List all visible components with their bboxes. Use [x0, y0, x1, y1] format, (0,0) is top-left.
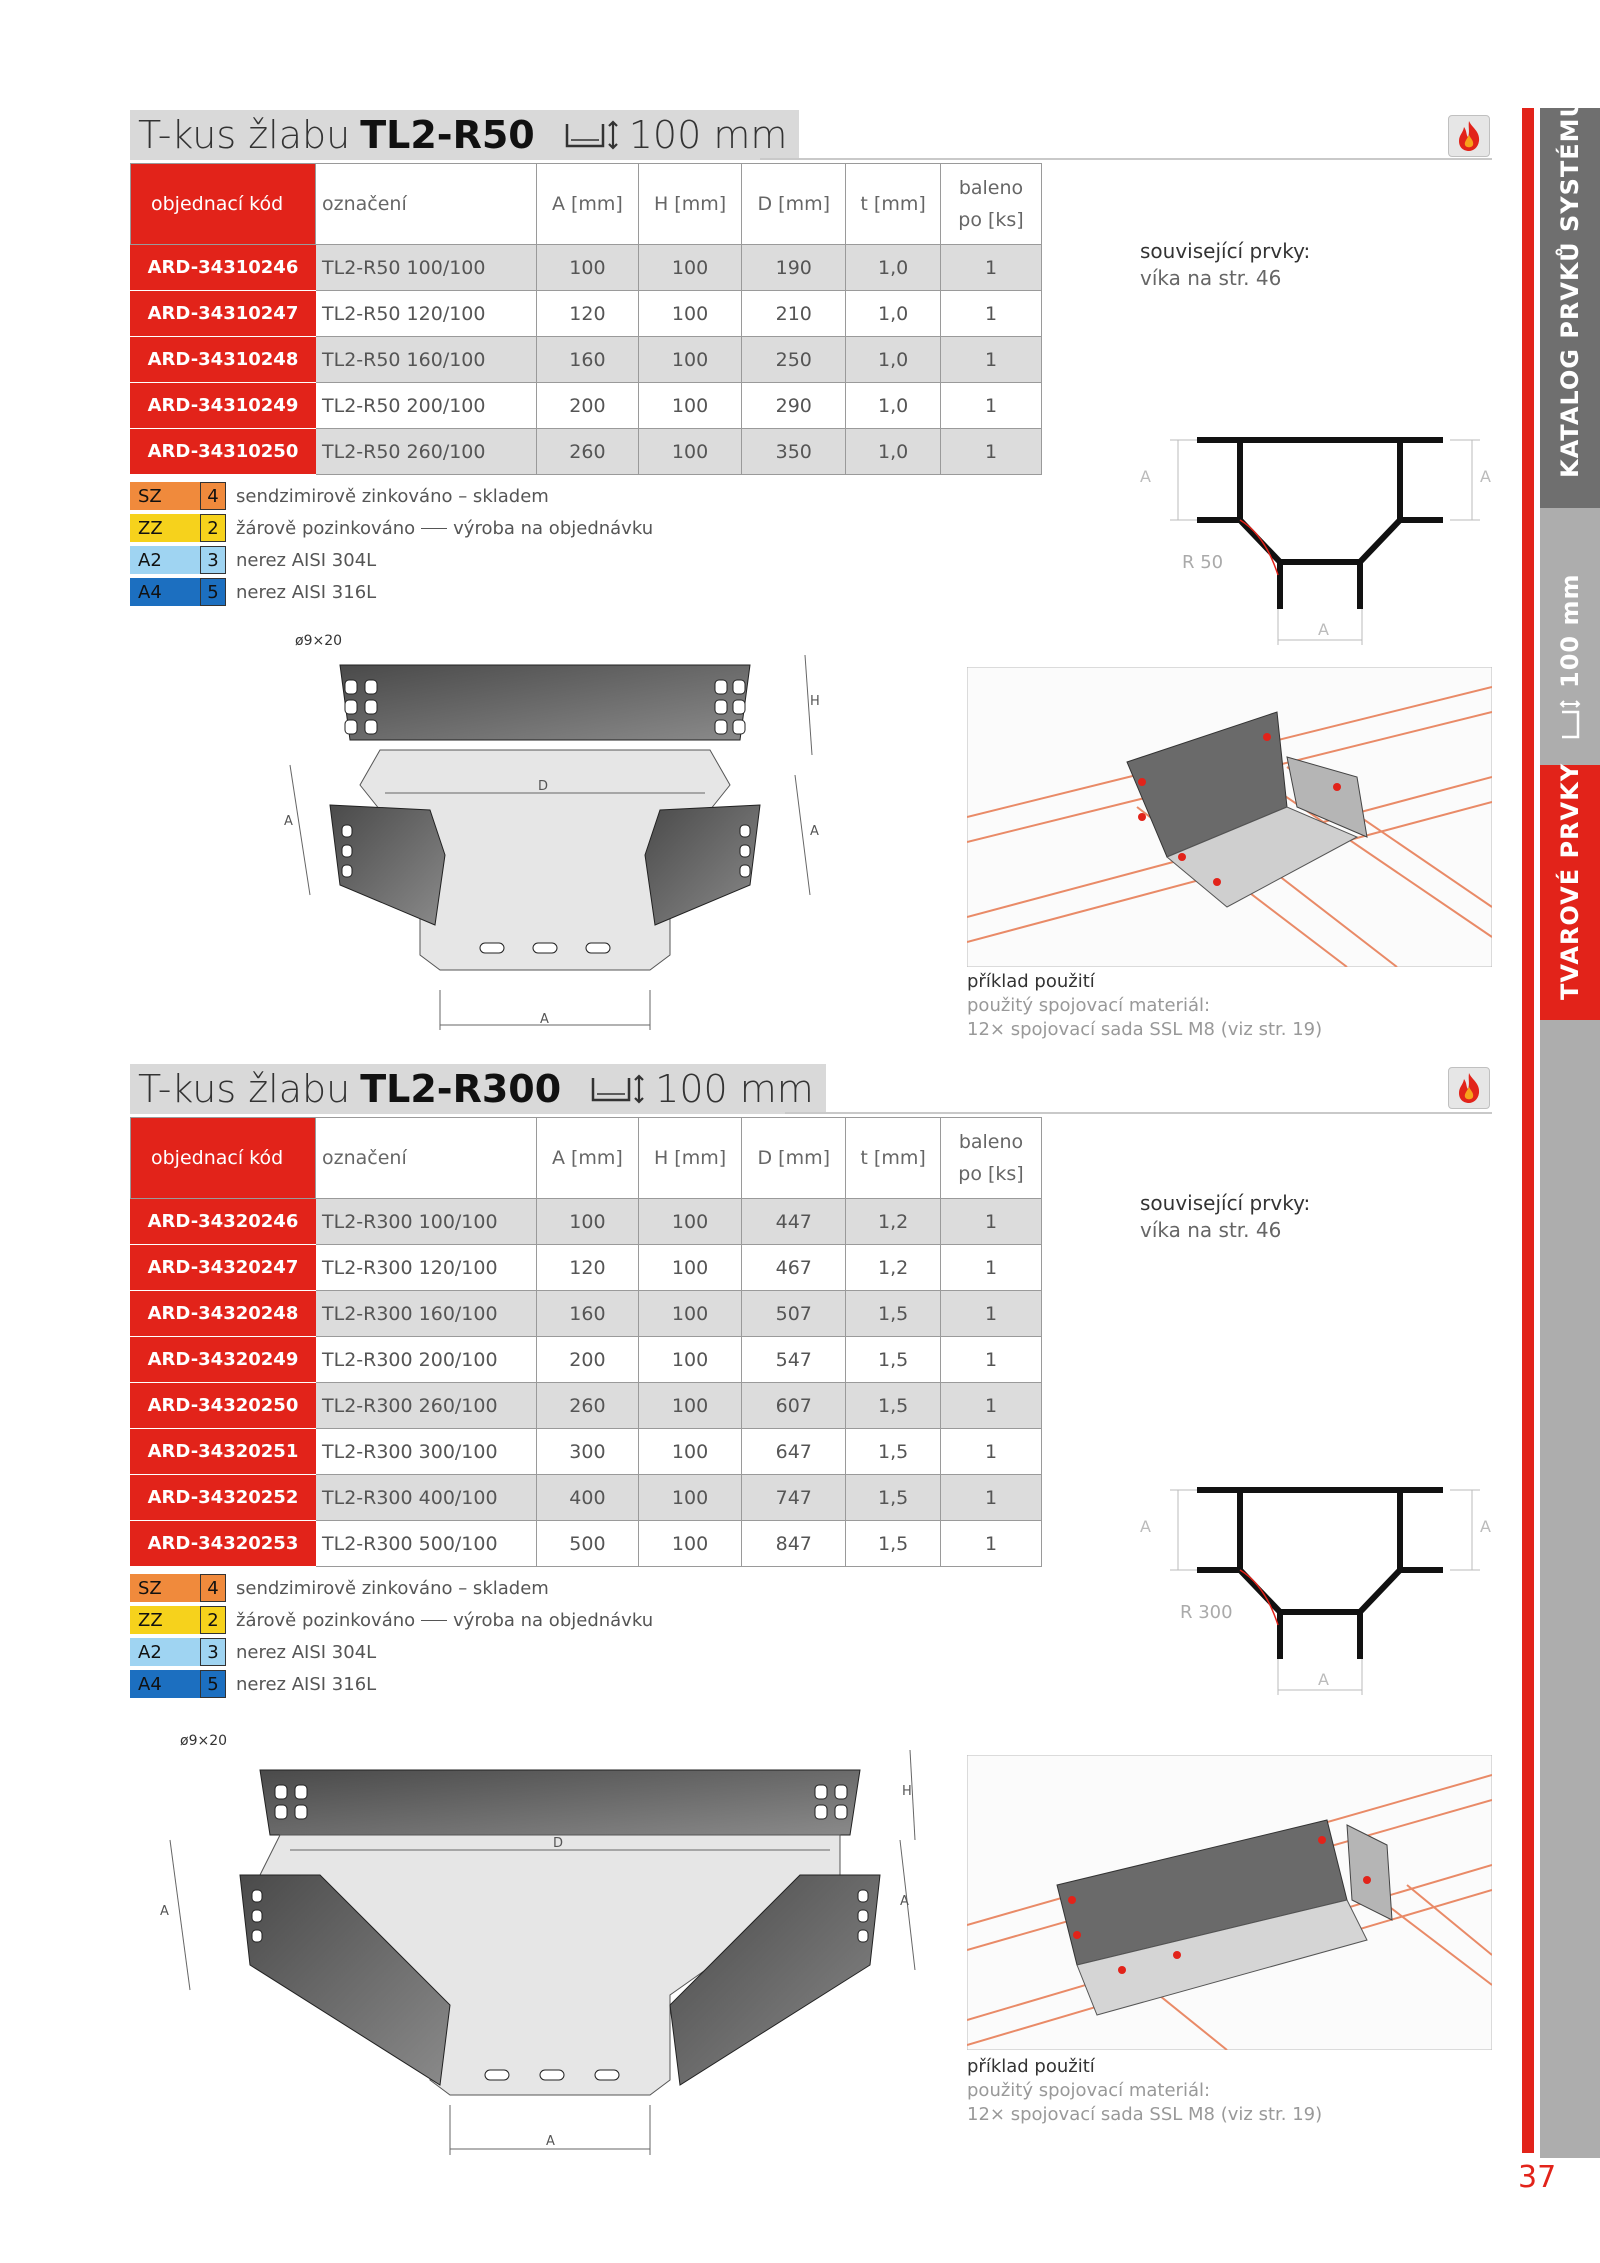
legend-text: nerez AISI 316L [236, 1673, 377, 1695]
cell-pack: 1 [941, 337, 1042, 383]
title-height [589, 1067, 814, 1111]
order-code: ARD-34310249 [131, 383, 316, 429]
legend-code: ZZ [130, 514, 200, 542]
tee-schema [1140, 430, 1500, 650]
dim-a-label: A [160, 1904, 169, 1919]
legend-code: SZ [130, 482, 200, 510]
designation: TL2-R300 200/100 [316, 1337, 537, 1383]
cell-d: 507 [742, 1291, 846, 1337]
cell-h: 100 [638, 291, 741, 337]
cell-pack: 1 [941, 291, 1042, 337]
cell-pack: 1 [941, 1337, 1042, 1383]
sidebar-fittings-label: TVAROVÉ PRVKY [1556, 762, 1584, 1000]
cell-pack: 1 [941, 1475, 1042, 1521]
product-drawing [150, 1725, 930, 2165]
usage-example-image [967, 667, 1492, 967]
title-model: TL2-R300 [360, 1067, 562, 1111]
legend-item [130, 512, 653, 544]
fire-resistance-badge [1448, 1067, 1490, 1109]
dim-a-label: A [900, 1894, 909, 1909]
title-height-text: 100 mm [628, 113, 788, 157]
cell-t: 1,5 [846, 1521, 941, 1567]
cell-t: 1,5 [846, 1475, 941, 1521]
cell-pack: 1 [941, 1291, 1042, 1337]
table-row [131, 337, 1042, 383]
table-row [131, 383, 1042, 429]
legend-item [130, 1604, 653, 1636]
caption-line: použitý spojovací materiál: [967, 2080, 1211, 2101]
order-code: ARD-34320246 [131, 1199, 316, 1245]
order-code: ARD-34320248 [131, 1291, 316, 1337]
legend-num: 4 [200, 482, 226, 510]
caption-title: příklad použití [967, 2056, 1095, 2077]
designation: TL2-R300 160/100 [316, 1291, 537, 1337]
order-code: ARD-34320247 [131, 1245, 316, 1291]
cell-a: 160 [537, 1291, 639, 1337]
title-underline [785, 1112, 1492, 1114]
flame-icon [1454, 1071, 1484, 1105]
fire-resistance-badge [1448, 115, 1490, 157]
cell-a: 260 [537, 429, 639, 475]
cell-h: 100 [638, 245, 741, 291]
dim-a-label: A [1140, 1517, 1151, 1536]
cell-h: 100 [638, 383, 741, 429]
legend-item [130, 480, 653, 512]
designation: TL2-R300 500/100 [316, 1521, 537, 1567]
cell-h: 100 [638, 337, 741, 383]
order-code: ARD-34320253 [131, 1521, 316, 1567]
legend-item [130, 1668, 653, 1700]
header-h: H [mm] [638, 1118, 741, 1199]
table-row [131, 1245, 1042, 1291]
cell-t: 1,5 [846, 1337, 941, 1383]
spec-table [130, 163, 1042, 475]
cell-a: 200 [537, 1337, 639, 1383]
order-code: ARD-34310247 [131, 291, 316, 337]
legend-code: SZ [130, 1574, 200, 1602]
sidebar-height-text: 100 mm [1556, 573, 1584, 688]
order-code: ARD-34310246 [131, 245, 316, 291]
legend-num: 3 [200, 546, 226, 574]
table-row [131, 1521, 1042, 1567]
order-code: ARD-34320249 [131, 1337, 316, 1383]
page-number: 37 [1518, 2160, 1557, 2195]
legend-item [130, 1636, 653, 1668]
cell-a: 400 [537, 1475, 639, 1521]
title-underline [760, 158, 1492, 160]
related-items [1140, 1190, 1310, 1244]
dim-a-label: A [546, 2134, 555, 2149]
cell-pack: 1 [941, 429, 1042, 475]
table-row [131, 1199, 1042, 1245]
designation: TL2-R50 200/100 [316, 383, 537, 429]
cell-t: 1,5 [846, 1429, 941, 1475]
legend-num: 2 [200, 1606, 226, 1634]
table-row [131, 1337, 1042, 1383]
product-drawing [270, 625, 830, 1045]
dim-a-label: A [1480, 1517, 1491, 1536]
hole-label: ø9×20 [295, 633, 343, 649]
table-row [131, 1429, 1042, 1475]
legend-text: žárově pozinkováno [236, 1609, 416, 1631]
cell-d: 747 [742, 1475, 846, 1521]
dim-a-label: A [810, 824, 819, 839]
cell-t: 1,2 [846, 1199, 941, 1245]
header-pack: baleno po [ks] [941, 1118, 1042, 1199]
cell-pack: 1 [941, 1429, 1042, 1475]
legend-code: ZZ [130, 1606, 200, 1634]
cell-a: 160 [537, 337, 639, 383]
legend-code: A4 [130, 1670, 200, 1698]
table-row [131, 1383, 1042, 1429]
cell-h: 100 [638, 1475, 741, 1521]
usage-caption [967, 2055, 1322, 2127]
cell-d: 250 [742, 337, 846, 383]
header-code: objednací kód [131, 164, 316, 245]
cell-h: 100 [638, 429, 741, 475]
usage-example-image [967, 1755, 1492, 2050]
header-name: označení [316, 164, 537, 245]
cell-d: 210 [742, 291, 846, 337]
cell-a: 300 [537, 1429, 639, 1475]
dim-a-label: A [284, 814, 293, 829]
table-row [131, 1475, 1042, 1521]
dim-d-label: D [538, 779, 549, 794]
header-h: H [mm] [638, 164, 741, 245]
cell-h: 100 [638, 1291, 741, 1337]
section-title [130, 110, 799, 160]
legend-text: nerez AISI 316L [236, 581, 377, 603]
cell-h: 100 [638, 1245, 741, 1291]
channel-icon [563, 118, 623, 152]
finish-legend [130, 480, 653, 608]
cell-h: 100 [638, 1337, 741, 1383]
caption-line: použitý spojovací materiál: [967, 995, 1211, 1016]
cell-h: 100 [638, 1521, 741, 1567]
legend-num: 4 [200, 1574, 226, 1602]
hole-label: ø9×20 [180, 1733, 228, 1749]
order-code: ARD-34310248 [131, 337, 316, 383]
legend-text: sendzimirově zinkováno – skladem [236, 1577, 549, 1599]
section-title [130, 1064, 826, 1114]
header-pack: baleno po [ks] [941, 164, 1042, 245]
table-row [131, 1291, 1042, 1337]
legend-num: 2 [200, 514, 226, 542]
legend-text: nerez AISI 304L [236, 549, 377, 571]
designation: TL2-R300 100/100 [316, 1199, 537, 1245]
table-row [131, 291, 1042, 337]
table-row [131, 429, 1042, 475]
cell-pack: 1 [941, 1383, 1042, 1429]
dim-a-label: A [1140, 467, 1151, 486]
cell-pack: 1 [941, 245, 1042, 291]
cell-a: 200 [537, 383, 639, 429]
title-prefix: T-kus žlabu [138, 113, 351, 157]
cell-t: 1,0 [846, 337, 941, 383]
caption-line: 12× spojovací sada SSL M8 (viz str. 19) [967, 1019, 1323, 1040]
cell-h: 100 [638, 1383, 741, 1429]
cell-t: 1,2 [846, 1245, 941, 1291]
designation: TL2-R50 260/100 [316, 429, 537, 475]
cell-a: 120 [537, 291, 639, 337]
radius-label: R 50 [1182, 552, 1224, 573]
related-items [1140, 238, 1310, 292]
cell-a: 100 [537, 245, 639, 291]
legend-item [130, 576, 653, 608]
cell-d: 290 [742, 383, 846, 429]
related-text: víka na str. 46 [1140, 1218, 1282, 1242]
cell-a: 260 [537, 1383, 639, 1429]
title-prefix: T-kus žlabu [138, 1067, 351, 1111]
header-a: A [mm] [537, 164, 639, 245]
order-code: ARD-34320251 [131, 1429, 316, 1475]
sidebar-catalog-label: KATALOG PRVKŮ SYSTÉMU [1556, 96, 1584, 478]
legend-text: sendzimirově zinkováno – skladem [236, 485, 549, 507]
legend-num: 3 [200, 1638, 226, 1666]
related-title: související prvky: [1140, 239, 1311, 263]
dim-h-label: H [810, 694, 820, 709]
header-t: t [mm] [846, 164, 941, 245]
cell-a: 120 [537, 1245, 639, 1291]
cell-t: 1,0 [846, 245, 941, 291]
cell-a: 100 [537, 1199, 639, 1245]
designation: TL2-R300 300/100 [316, 1429, 537, 1475]
title-model: TL2-R50 [360, 113, 535, 157]
dim-a-label: A [1318, 620, 1329, 639]
caption-title: příklad použití [967, 971, 1095, 992]
sidebar-height-label [1556, 574, 1584, 740]
radius-label: R 300 [1180, 1602, 1233, 1623]
cell-h: 100 [638, 1199, 741, 1245]
dim-a-label: A [540, 1012, 549, 1027]
header-d: D [mm] [742, 164, 846, 245]
header-t: t [mm] [846, 1118, 941, 1199]
related-text: víka na str. 46 [1140, 266, 1282, 290]
cell-t: 1,0 [846, 291, 941, 337]
order-code: ARD-34320252 [131, 1475, 316, 1521]
cell-pack: 1 [941, 1245, 1042, 1291]
dim-a-label: A [1480, 467, 1491, 486]
header-a: A [mm] [537, 1118, 639, 1199]
designation: TL2-R300 120/100 [316, 1245, 537, 1291]
table-row [131, 245, 1042, 291]
header-code: objednací kód [131, 1118, 316, 1199]
cell-d: 547 [742, 1337, 846, 1383]
legend-code: A2 [130, 1638, 200, 1666]
header-d: D [mm] [742, 1118, 846, 1199]
header-name: označení [316, 1118, 537, 1199]
cell-pack: 1 [941, 383, 1042, 429]
tee-schema [1140, 1480, 1500, 1700]
cell-d: 607 [742, 1383, 846, 1429]
designation: TL2-R50 120/100 [316, 291, 537, 337]
legend-code: A2 [130, 546, 200, 574]
spec-table [130, 1117, 1042, 1567]
caption-line: 12× spojovací sada SSL M8 (viz str. 19) [967, 2104, 1323, 2125]
channel-icon [1558, 696, 1582, 740]
cell-d: 190 [742, 245, 846, 291]
order-code: ARD-34310250 [131, 429, 316, 475]
cell-d: 350 [742, 429, 846, 475]
legend-num: 5 [200, 1670, 226, 1698]
cell-h: 100 [638, 1429, 741, 1475]
designation: TL2-R50 160/100 [316, 337, 537, 383]
designation: TL2-R50 100/100 [316, 245, 537, 291]
usage-caption [967, 970, 1322, 1042]
cell-d: 847 [742, 1521, 846, 1567]
cell-t: 1,0 [846, 429, 941, 475]
title-height-text: 100 mm [655, 1067, 814, 1111]
legend-order-note: výroba na objednávku [453, 1609, 654, 1631]
channel-icon [589, 1072, 649, 1106]
legend-text: žárově pozinkováno [236, 517, 416, 539]
dim-d-label: D [553, 1836, 564, 1851]
designation: TL2-R300 260/100 [316, 1383, 537, 1429]
flame-icon [1454, 119, 1484, 153]
cell-pack: 1 [941, 1199, 1042, 1245]
legend-code: A4 [130, 578, 200, 606]
cell-t: 1,5 [846, 1383, 941, 1429]
cell-pack: 1 [941, 1521, 1042, 1567]
dim-a-label: A [1318, 1670, 1329, 1689]
cell-d: 447 [742, 1199, 846, 1245]
legend-order-note: výroba na objednávku [453, 517, 654, 539]
cell-a: 500 [537, 1521, 639, 1567]
order-code: ARD-34320250 [131, 1383, 316, 1429]
cell-t: 1,0 [846, 383, 941, 429]
title-height [563, 113, 788, 157]
sidebar-red-stripe [1522, 108, 1534, 2153]
designation: TL2-R300 400/100 [316, 1475, 537, 1521]
dim-h-label: H [902, 1784, 912, 1799]
related-title: související prvky: [1140, 1191, 1311, 1215]
cell-t: 1,5 [846, 1291, 941, 1337]
legend-text: nerez AISI 304L [236, 1641, 377, 1663]
finish-legend [130, 1572, 653, 1700]
legend-item [130, 1572, 653, 1604]
cell-d: 647 [742, 1429, 846, 1475]
cell-d: 467 [742, 1245, 846, 1291]
legend-num: 5 [200, 578, 226, 606]
legend-item [130, 544, 653, 576]
